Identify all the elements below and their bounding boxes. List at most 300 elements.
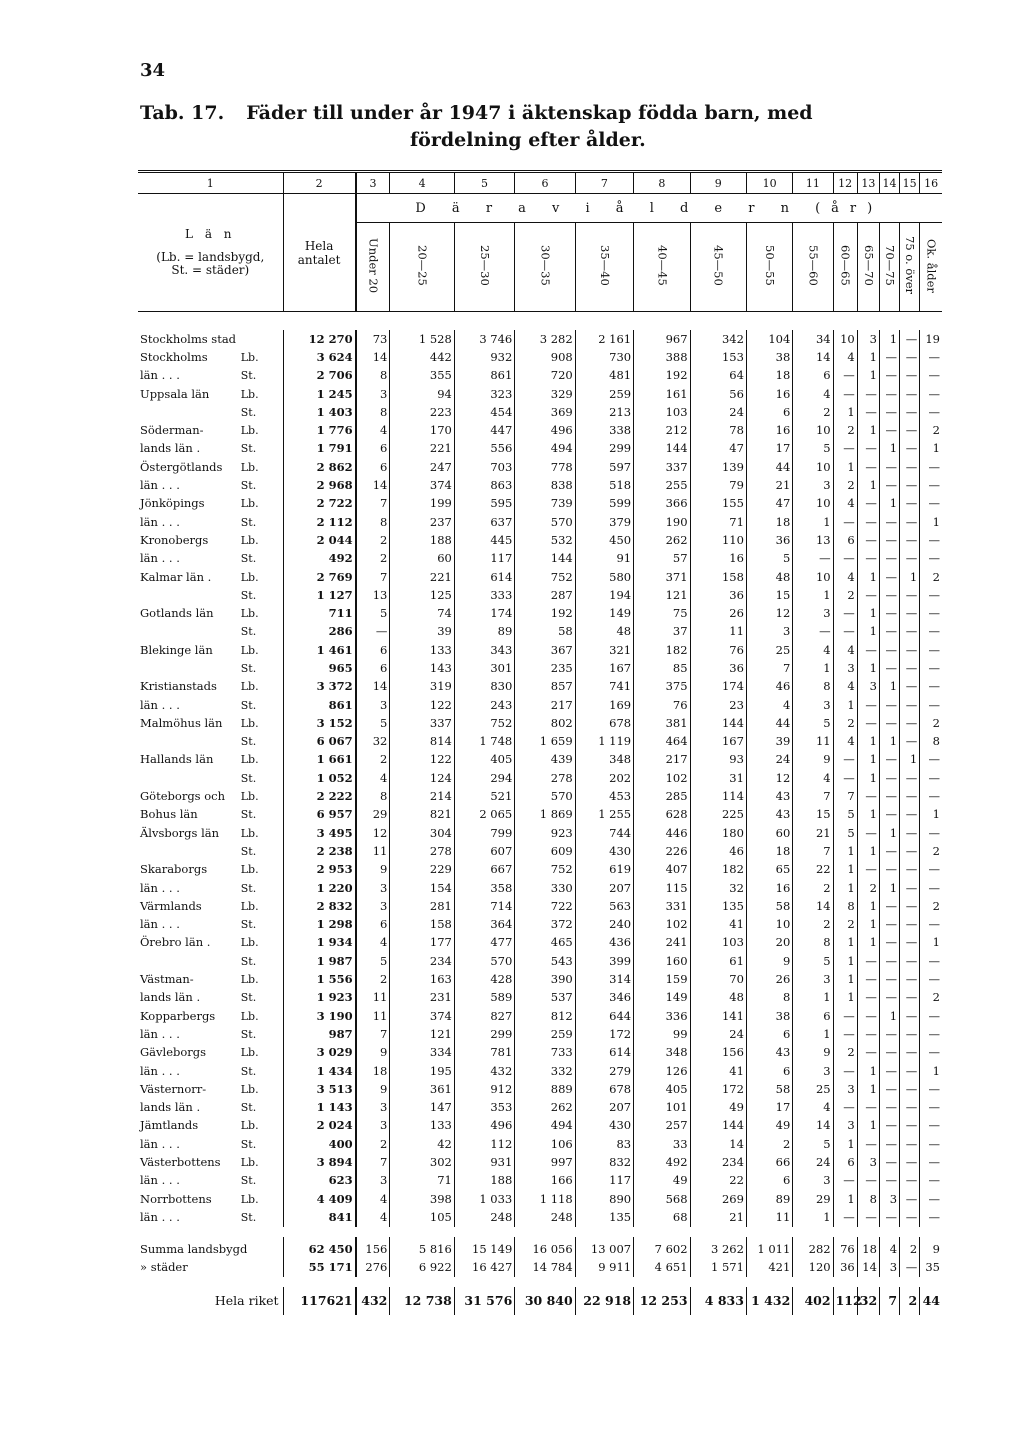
age-value-cell: 124 (390, 769, 454, 787)
age-value-cell: 1 (857, 897, 879, 915)
table-row (138, 733, 942, 751)
area-type: St. (240, 698, 257, 712)
age-value-cell: 330 (515, 879, 575, 897)
age-value-cell: 177 (390, 934, 454, 952)
age-value-cell: 16 056 (515, 1237, 575, 1259)
age-value-cell: 112 (454, 1135, 514, 1153)
region-name: Göteborgs och (140, 789, 226, 804)
age-value-cell: 4 (356, 1190, 390, 1208)
age-value-cell: — (857, 385, 879, 403)
age-value-cell: 248 (454, 1208, 514, 1226)
age-value-cell: 22 (793, 861, 833, 879)
total-cell: 3 513 (283, 1080, 356, 1098)
total-cell: 3 029 (283, 1044, 356, 1062)
age-value-cell: 110 (690, 531, 746, 549)
age-value-cell: — (857, 641, 879, 659)
age-value-cell: — (833, 367, 857, 385)
age-value-cell: 481 (575, 367, 633, 385)
age-value-cell: 36 (690, 659, 746, 677)
table-row (138, 440, 942, 458)
column-number-3: 3 (356, 172, 390, 194)
age-value-cell: — (833, 623, 857, 641)
age-value-cell: 3 (833, 1117, 857, 1135)
age-value-cell: 73 (356, 330, 390, 348)
region-name: Hallands län (140, 752, 214, 767)
age-value-cell: 6 922 (390, 1259, 454, 1277)
table-row (138, 1117, 942, 1135)
age-value-cell: 14 (857, 1259, 879, 1277)
age-value-cell: 367 (515, 641, 575, 659)
age-value-cell: 37 (634, 623, 690, 641)
age-value-cell: 494 (515, 1117, 575, 1135)
age-value-cell: 122 (390, 751, 454, 769)
area-type: St. (240, 405, 257, 419)
age-value-cell: — (879, 696, 899, 714)
age-value-cell: 15 (793, 806, 833, 824)
age-value-cell: 29 (356, 806, 390, 824)
region-name: län . . . (140, 514, 180, 529)
age-value-cell: 371 (634, 568, 690, 586)
age-value-cell: 11 (690, 623, 746, 641)
area-type: St. (240, 369, 257, 383)
age-value-cell: — (857, 1007, 879, 1025)
age-value-cell: — (833, 769, 857, 787)
age-value-cell: 29 (793, 1190, 833, 1208)
age-value-cell: 1 571 (690, 1259, 746, 1277)
region-name: Uppsala län (140, 386, 210, 401)
age-value-cell: — (920, 1117, 942, 1135)
age-value-cell: — (833, 550, 857, 568)
table-row (138, 1007, 942, 1025)
age-value-cell: 7 602 (634, 1237, 690, 1259)
table-row (138, 367, 942, 385)
age-value-cell: — (900, 1135, 920, 1153)
age-value-cell: 436 (575, 934, 633, 952)
age-value-cell: 1 (857, 934, 879, 952)
age-value-cell: 6 (356, 659, 390, 677)
age-value-cell: 24 (690, 1025, 746, 1043)
age-value-cell: — (920, 550, 942, 568)
age-value-cell: 3 (857, 1153, 879, 1171)
age-value-cell: 1 (879, 1007, 899, 1025)
total-cell: 2 024 (283, 1117, 356, 1135)
age-value-cell: 7 (746, 659, 792, 677)
area-type: St. (240, 1174, 257, 1188)
table-row (138, 934, 942, 952)
age-value-cell: 112 (833, 1287, 857, 1315)
age-value-cell: 154 (390, 879, 454, 897)
age-value-cell: 237 (390, 513, 454, 531)
age-value-cell: 814 (390, 733, 454, 751)
area-type: St. (240, 1101, 257, 1115)
total-cell: 4 409 (283, 1190, 356, 1208)
age-value-cell: 4 (793, 385, 833, 403)
age-value-cell: 1 (793, 1025, 833, 1043)
age-value-cell: 667 (454, 861, 514, 879)
area-type: Lb. (240, 863, 259, 877)
age-value-cell: 614 (454, 568, 514, 586)
age-value-cell: — (920, 952, 942, 970)
age-value-cell: 331 (634, 897, 690, 915)
age-value-cell: 240 (575, 916, 633, 934)
lan-header (138, 194, 283, 312)
age-value-cell: 337 (390, 714, 454, 732)
age-value-cell: 1 (900, 751, 920, 769)
age-value-cell: — (920, 1135, 942, 1153)
age-value-cell: 2 (920, 714, 942, 732)
age-value-cell: 399 (575, 952, 633, 970)
age-value-cell: 7 (356, 1153, 390, 1171)
age-value-cell: 3 (793, 970, 833, 988)
age-value-cell: 180 (690, 824, 746, 842)
age-value-cell: — (900, 733, 920, 751)
age-value-cell: 6 (793, 367, 833, 385)
age-value-cell: — (833, 1172, 857, 1190)
age-value-cell: 741 (575, 678, 633, 696)
age-value-cell: 6 (746, 1025, 792, 1043)
age-group-header (454, 223, 514, 312)
age-value-cell: 48 (690, 989, 746, 1007)
age-value-cell: 21 (746, 476, 792, 494)
age-value-cell: — (879, 1172, 899, 1190)
table-row (138, 1259, 942, 1277)
age-value-cell: 16 (746, 385, 792, 403)
age-group-label: 50—55 (763, 245, 778, 286)
table-row (138, 769, 942, 787)
table-row (138, 751, 942, 769)
age-value-cell: — (857, 1172, 879, 1190)
region-name: län . . . (140, 1026, 180, 1041)
age-value-cell: 170 (390, 421, 454, 439)
total-cell: 1 556 (283, 970, 356, 988)
age-value-cell: — (879, 568, 899, 586)
age-value-cell: — (857, 952, 879, 970)
age-value-cell: — (857, 1135, 879, 1153)
column-number-1: 1 (138, 172, 283, 194)
age-value-cell: 334 (390, 1044, 454, 1062)
age-value-cell: 372 (515, 916, 575, 934)
age-value-cell: 279 (575, 1062, 633, 1080)
age-value-cell: 1 (879, 330, 899, 348)
table-row (138, 330, 942, 348)
age-value-cell: 337 (634, 458, 690, 476)
table-row (138, 513, 942, 531)
age-value-cell: 24 (746, 751, 792, 769)
age-value-cell: 445 (454, 531, 514, 549)
age-value-cell: 1 033 (454, 1190, 514, 1208)
age-value-cell: — (900, 1007, 920, 1025)
age-value-cell: 13 (356, 586, 390, 604)
age-value-cell: 450 (575, 531, 633, 549)
area-type: Lb. (240, 1156, 259, 1169)
age-value-cell: 43 (746, 806, 792, 824)
age-value-cell: 214 (390, 787, 454, 805)
age-value-cell: 398 (390, 1190, 454, 1208)
age-value-cell: — (857, 531, 879, 549)
age-value-cell: — (879, 970, 899, 988)
age-value-cell: — (900, 1044, 920, 1062)
age-value-cell: 465 (515, 934, 575, 952)
age-value-cell: — (900, 385, 920, 403)
age-value-cell: — (879, 1044, 899, 1062)
age-value-cell: 2 (920, 568, 942, 586)
area-type: St. (240, 1137, 257, 1151)
age-value-cell: — (900, 678, 920, 696)
age-value-cell: 609 (515, 842, 575, 860)
age-value-cell: 1 (920, 806, 942, 824)
total-cell: 1 245 (283, 385, 356, 403)
age-value-cell: — (900, 1172, 920, 1190)
age-value-cell: 153 (690, 348, 746, 366)
column-number-4: 4 (390, 172, 454, 194)
age-value-cell: 1 (857, 476, 879, 494)
table-row (138, 696, 942, 714)
age-value-cell: — (833, 1208, 857, 1226)
age-value-cell: 7 (793, 787, 833, 805)
age-value-cell: 1 (920, 1062, 942, 1080)
age-value-cell: 3 (879, 1259, 899, 1277)
age-value-cell: 172 (575, 1025, 633, 1043)
age-value-cell: 5 816 (390, 1237, 454, 1259)
age-value-cell: 1 (879, 440, 899, 458)
age-value-cell: — (833, 440, 857, 458)
age-value-cell: 192 (634, 367, 690, 385)
age-value-cell: 89 (454, 623, 514, 641)
age-value-cell: 231 (390, 989, 454, 1007)
total-cell: 987 (283, 1025, 356, 1043)
age-group-header (356, 223, 390, 312)
age-value-cell: 36 (746, 531, 792, 549)
age-value-cell: 4 (356, 1208, 390, 1226)
age-value-cell: 39 (390, 623, 454, 641)
age-value-cell: — (833, 604, 857, 622)
total-cell: 623 (283, 1172, 356, 1190)
age-value-cell: 3 (833, 1080, 857, 1098)
age-value-cell: 1 (793, 989, 833, 1007)
age-value-cell: 2 (920, 421, 942, 439)
age-value-cell: 89 (746, 1190, 792, 1208)
age-value-cell: 496 (454, 1117, 514, 1135)
age-value-cell: 30 840 (515, 1287, 575, 1315)
age-value-cell: 10 (793, 458, 833, 476)
age-value-cell: — (900, 970, 920, 988)
age-value-cell: 133 (390, 1117, 454, 1135)
column-number-12: 12 (833, 172, 857, 194)
age-value-cell: 405 (454, 751, 514, 769)
age-group-header (900, 223, 920, 312)
column-number-9: 9 (690, 172, 746, 194)
age-value-cell: 139 (690, 458, 746, 476)
area-type: St. (240, 881, 257, 895)
age-value-cell: 12 (356, 824, 390, 842)
age-value-cell: 375 (634, 678, 690, 696)
region-name: Hela riket (214, 1293, 279, 1309)
age-value-cell: — (879, 714, 899, 732)
table-row (138, 916, 942, 934)
age-value-cell: — (920, 1007, 942, 1025)
age-value-cell: 9 (356, 1080, 390, 1098)
age-value-cell: — (920, 861, 942, 879)
age-value-cell: 10 (746, 916, 792, 934)
total-cell: 1 791 (283, 440, 356, 458)
age-value-cell: 432 (454, 1062, 514, 1080)
age-value-cell: 102 (634, 769, 690, 787)
age-value-cell: 5 (793, 1135, 833, 1153)
age-value-cell: — (900, 531, 920, 549)
age-value-cell: 2 (920, 842, 942, 860)
age-value-cell: 10 (793, 495, 833, 513)
area-type: St. (240, 954, 257, 968)
age-value-cell: 3 (356, 1172, 390, 1190)
age-value-cell: 338 (575, 421, 633, 439)
age-value-cell: 135 (575, 1208, 633, 1226)
age-value-cell: 38 (746, 348, 792, 366)
age-value-cell: — (879, 421, 899, 439)
age-value-cell: 7 (356, 1025, 390, 1043)
total-cell: 1 987 (283, 952, 356, 970)
age-value-cell: — (900, 934, 920, 952)
age-value-cell: 336 (634, 1007, 690, 1025)
total-cell: 2 968 (283, 476, 356, 494)
age-value-cell: 343 (454, 641, 514, 659)
age-value-cell: — (900, 824, 920, 842)
age-value-cell: 442 (390, 348, 454, 366)
age-value-cell: 22 (690, 1172, 746, 1190)
age-value-cell: 66 (746, 1153, 792, 1171)
region-name: lands län . (140, 990, 201, 1005)
total-cell: 1 434 (283, 1062, 356, 1080)
age-value-cell: 276 (356, 1259, 390, 1277)
region-name: län . . . (140, 1136, 180, 1151)
age-value-cell: 430 (575, 1117, 633, 1135)
age-value-cell: — (920, 1172, 942, 1190)
age-value-cell: 369 (515, 403, 575, 421)
age-value-cell: 4 (833, 678, 857, 696)
region-name (138, 623, 239, 641)
column-number-5: 5 (454, 172, 514, 194)
age-value-cell: 2 (833, 1044, 857, 1062)
age-group-header (575, 223, 633, 312)
region-name: lands län . (140, 441, 201, 456)
age-group-header (857, 223, 879, 312)
age-value-cell: 48 (575, 623, 633, 641)
age-value-cell: 41 (690, 916, 746, 934)
total-cell: 711 (283, 604, 356, 622)
table-row (138, 1190, 942, 1208)
age-value-cell: — (857, 586, 879, 604)
area-type: St. (240, 552, 257, 566)
age-value-cell: 172 (690, 1080, 746, 1098)
age-value-cell: 167 (575, 659, 633, 677)
age-value-cell: 3 (746, 623, 792, 641)
age-value-cell: — (879, 458, 899, 476)
age-value-cell: — (857, 550, 879, 568)
area-type: St. (240, 588, 257, 602)
region-name: Bohus län (140, 807, 198, 822)
age-value-cell: — (900, 659, 920, 677)
area-type: Lb. (240, 1119, 259, 1133)
age-value-cell: 302 (390, 1153, 454, 1171)
age-value-cell: 3 (833, 659, 857, 677)
region-name: Gotlands län (140, 606, 214, 621)
age-value-cell: 103 (634, 403, 690, 421)
age-value-cell: — (857, 1098, 879, 1116)
total-cell: 1 661 (283, 751, 356, 769)
age-value-cell: 908 (515, 348, 575, 366)
age-value-cell: 195 (390, 1062, 454, 1080)
age-value-cell: 221 (390, 568, 454, 586)
age-value-cell: 64 (690, 367, 746, 385)
age-group-label: 55—60 (806, 245, 821, 286)
age-value-cell: 1 (879, 495, 899, 513)
age-value-cell: 149 (575, 604, 633, 622)
age-value-cell: 570 (515, 513, 575, 531)
lan-legend-1: (Lb. = landsbygd, (156, 250, 265, 264)
age-value-cell: 4 (356, 934, 390, 952)
age-value-cell: 5 (746, 550, 792, 568)
age-value-cell: — (900, 1117, 920, 1135)
age-value-cell: 348 (634, 1044, 690, 1062)
total-cell: 841 (283, 1208, 356, 1226)
age-value-cell: 49 (634, 1172, 690, 1190)
age-value-cell: 115 (634, 879, 690, 897)
table-row (138, 787, 942, 805)
area-type (239, 330, 283, 348)
age-value-cell: 41 (690, 1062, 746, 1080)
age-value-cell: 6 (356, 916, 390, 934)
age-value-cell: 156 (690, 1044, 746, 1062)
age-value-cell: 44 (920, 1287, 942, 1315)
age-value-cell: — (920, 787, 942, 805)
table-row (138, 1098, 942, 1116)
statistics-table (138, 170, 942, 1315)
age-value-cell: 7 (793, 842, 833, 860)
age-value-cell: 14 (690, 1135, 746, 1153)
region-name: Blekinge län (140, 642, 213, 657)
age-value-cell: 863 (454, 476, 514, 494)
age-value-cell: 122 (390, 696, 454, 714)
age-value-cell: 212 (634, 421, 690, 439)
age-value-cell: 10 (833, 330, 857, 348)
age-value-cell: 9 (793, 1044, 833, 1062)
age-value-cell: 421 (746, 1259, 792, 1277)
age-value-cell: 117 (454, 550, 514, 568)
age-value-cell: 278 (515, 769, 575, 787)
age-value-cell: 492 (634, 1153, 690, 1171)
age-value-cell: 3 (356, 1117, 390, 1135)
age-value-cell: 1 (833, 989, 857, 1007)
age-value-cell: 1 (833, 696, 857, 714)
age-value-cell: — (920, 476, 942, 494)
region-name: län . . . (140, 368, 180, 383)
age-value-cell: 60 (746, 824, 792, 842)
age-value-cell: 321 (575, 641, 633, 659)
age-value-cell: — (833, 385, 857, 403)
table-row (138, 531, 942, 549)
age-value-cell: — (879, 934, 899, 952)
age-value-cell: 494 (515, 440, 575, 458)
total-cell: 3 624 (283, 348, 356, 366)
age-value-cell: 24 (793, 1153, 833, 1171)
table-row (138, 1237, 942, 1259)
region-name: län . . . (140, 917, 180, 932)
age-value-cell: 366 (634, 495, 690, 513)
age-value-cell: 2 (356, 1135, 390, 1153)
age-value-cell: 1 (857, 659, 879, 677)
age-value-cell: 234 (390, 952, 454, 970)
table-row (138, 476, 942, 494)
age-value-cell: 890 (575, 1190, 633, 1208)
